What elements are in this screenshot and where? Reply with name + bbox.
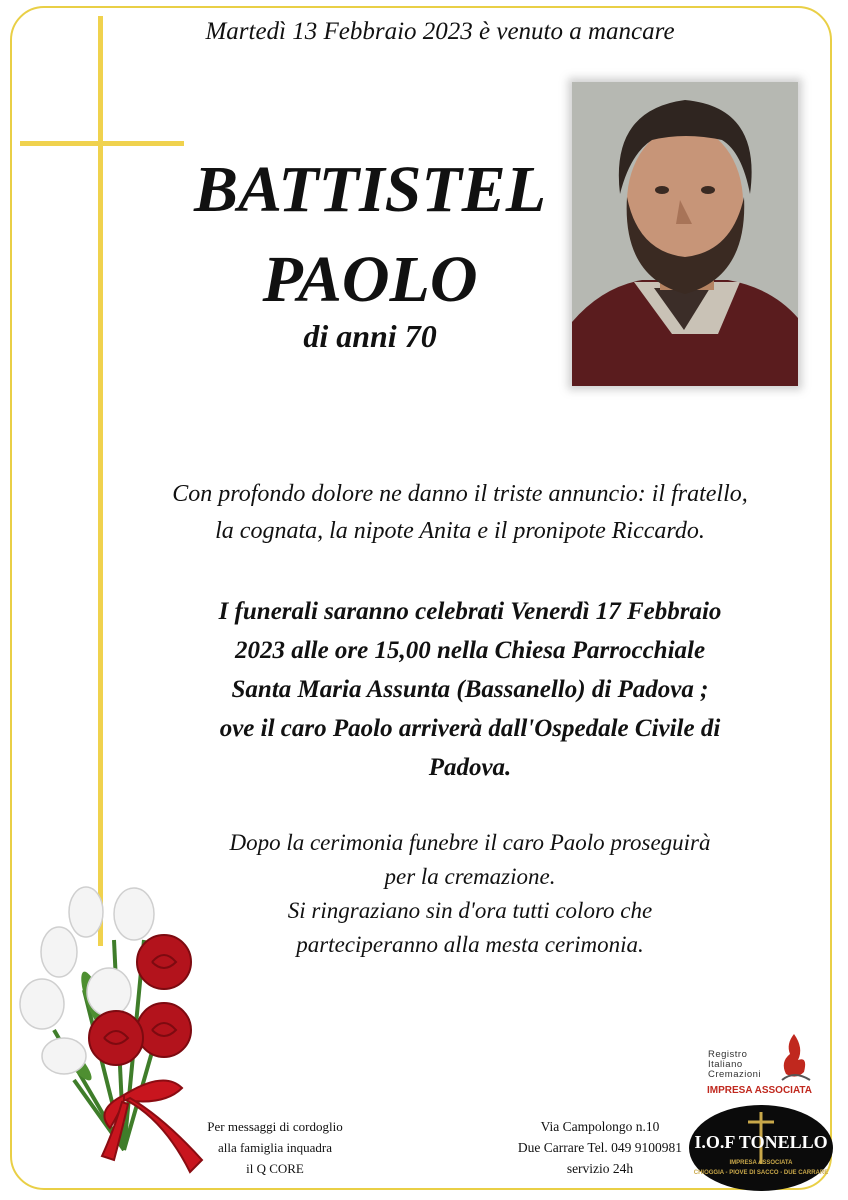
- funeral-line: Santa Maria Assunta (Bassanello) di Padova ;: [231, 676, 709, 703]
- announcement-line: la cognata, la nipote Anita e il pronipote Riccardo.: [215, 518, 705, 544]
- condolence-line: il Q CORE: [246, 1161, 304, 1176]
- agency-locations: CHIOGGIA - PIOVE DI SACCO - DUE CARRARE: [693, 1170, 829, 1176]
- condolence-line: alla famiglia inquadra: [217, 1140, 333, 1155]
- cross-horizontal-bar: [20, 141, 184, 146]
- deceased-age: di anni 70: [303, 318, 437, 354]
- after-line: per la cremazione.: [384, 864, 556, 889]
- flame-icon: [774, 1030, 814, 1084]
- after-line: Si ringraziano sin d'ora tutti coloro che: [287, 898, 653, 923]
- after-line: Dopo la cerimonia funebre il caro Paolo proseguirà: [229, 830, 711, 855]
- after-line: parteciperanno alla mesta cerimonia.: [296, 932, 644, 957]
- condolence-qr-note: [180, 1116, 370, 1179]
- announcement-line: Con profondo dolore ne danno il triste annuncio: il fratello,: [172, 481, 748, 507]
- deceased-firstname: PAOLO: [262, 243, 478, 316]
- cremation-registry-logo: [700, 1030, 820, 1100]
- announcement-text: [120, 476, 800, 550]
- funeral-line: 2023 alle ore 15,00 nella Chiesa Parrocchiale: [234, 637, 706, 664]
- funeral-line: I funerali saranno celebrati Venerdì 17 Febbraio: [218, 598, 722, 625]
- agency-name: I.O.F TONELLO: [694, 1132, 828, 1152]
- registry-name: Registro Italiano Cremazioni: [708, 1049, 762, 1080]
- deceased-surname: BATTISTEL: [193, 153, 547, 226]
- registry-associated-label: IMPRESA ASSOCIATA: [707, 1085, 813, 1096]
- cross-vertical-bar: [98, 16, 103, 946]
- address-line: servizio 24h: [566, 1161, 634, 1176]
- death-date-header: Martedì 13 Febbraio 2023 è venuto a mancare: [205, 18, 675, 45]
- tonello-agency-logo: [688, 1104, 834, 1192]
- funeral-line: Padova.: [428, 754, 512, 781]
- agency-seal-text: IMPRESA ASSOCIATA: [729, 1160, 793, 1166]
- condolence-line: Per messaggi di cordoglio: [207, 1119, 343, 1134]
- address-line: Due Carrare Tel. 049 9100981: [517, 1140, 683, 1155]
- funeral-details: [140, 592, 800, 787]
- portrait-photo: [572, 82, 798, 386]
- funeral-line: ove il caro Paolo arriverà dall'Ospedale Civile di: [219, 715, 721, 742]
- address-line: Via Campolongo n.10: [540, 1119, 660, 1134]
- cremation-and-thanks: [140, 826, 800, 962]
